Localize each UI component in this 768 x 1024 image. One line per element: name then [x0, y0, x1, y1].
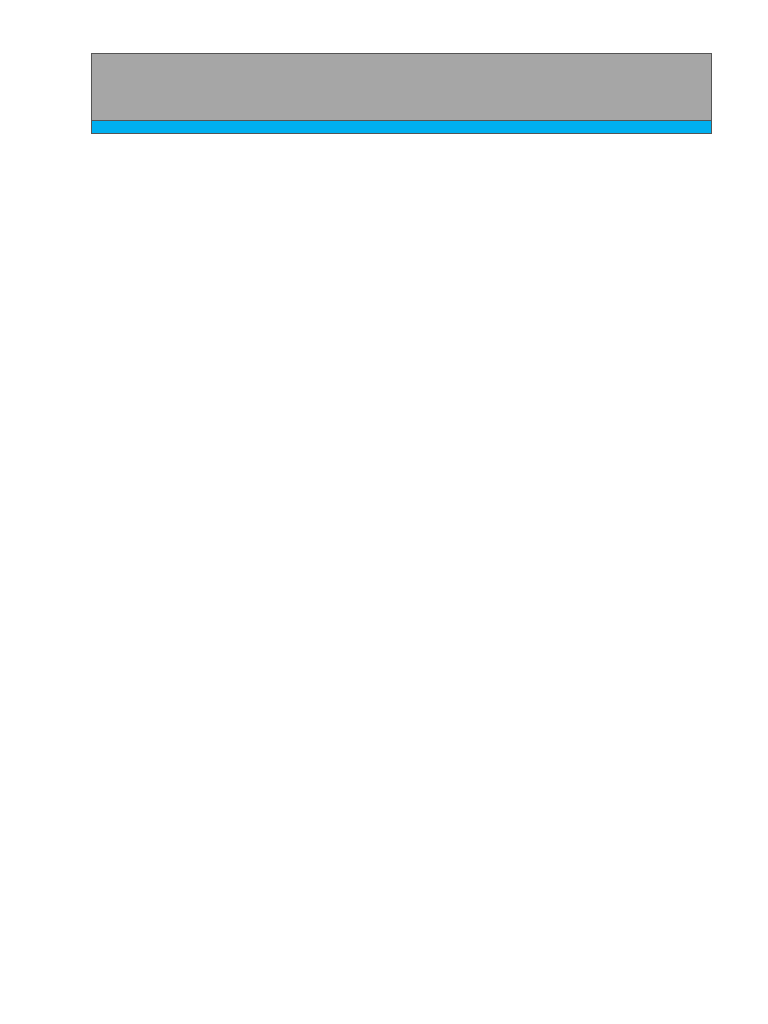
page-1-block — [91, 53, 712, 134]
document-header — [91, 53, 712, 121]
schedule-subtitle — [91, 121, 712, 134]
